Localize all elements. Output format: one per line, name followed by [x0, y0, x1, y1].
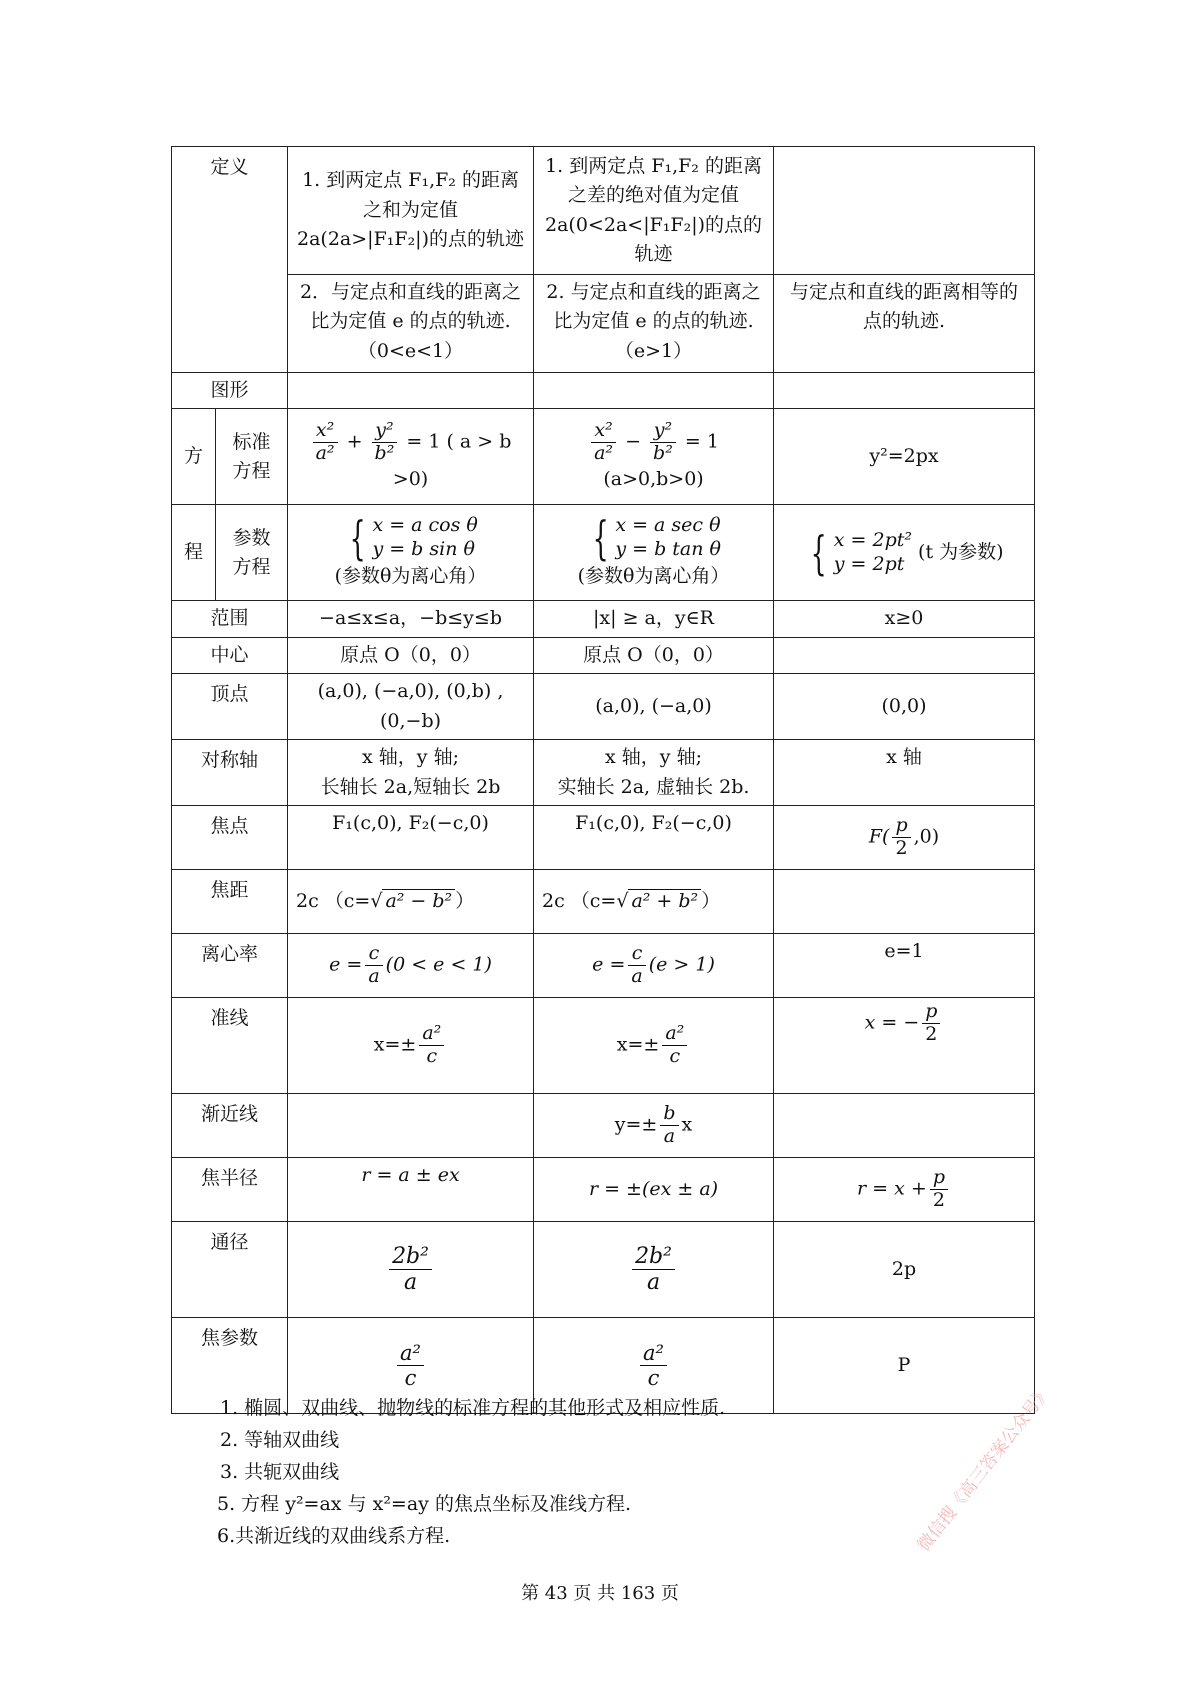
cell-parabola-parametric-equation: { x = 2pt² y = 2pt (t 为参数): [774, 505, 1035, 601]
row-label-focal-radius: 焦半径: [172, 1158, 288, 1222]
cell-ellipse-vertex: (a,0), (−a,0), (0,b) , (0,−b): [288, 674, 534, 740]
conic-properties-table: [171, 146, 1035, 1414]
cell-hyperbola-latus-rectum: $\frac{\text{2b²}}{a}$: [534, 1222, 774, 1318]
cell-parabola-range: x≥0: [774, 601, 1035, 637]
cell-hyperbola-focus: F₁(c,0), F₂(−c,0): [534, 806, 774, 870]
row-label-focal-parameter: 焦参数: [172, 1318, 288, 1414]
cell-ellipse-center: 原点 O（0，0）: [288, 637, 534, 673]
cell-parabola-focal-parameter: P: [774, 1318, 1035, 1414]
cell-hyperbola-definition-2: 2. 与定点和直线的距离之比为定值 e 的点的轨迹.（e>1）: [534, 275, 774, 373]
list-item: 6.共渐近线的双曲线系方程.: [217, 1525, 451, 1547]
cell-hyperbola-eccentricity: e = $\frac{c}{a}$ (e > 1): [534, 934, 774, 998]
cell-hyperbola-asymptote: y=± $\frac{b}{a}$ x: [534, 1094, 774, 1158]
row-label-directrix: 准线: [172, 998, 288, 1094]
cell-ellipse-latus-rectum: $\frac{\text{2b²}}{a}$: [288, 1222, 534, 1318]
row-label-asymptote: 渐近线: [172, 1094, 288, 1158]
cell-parabola-standard-equation: y²=2px: [774, 409, 1035, 505]
row-label-range: 范围: [172, 601, 288, 637]
cell-hyperbola-graph: [534, 373, 774, 409]
cell-ellipse-parametric-equation: { x = a cos θ y = b sin θ (参数θ为离心角）: [288, 505, 534, 601]
cell-hyperbola-vertex: (a,0), (−a,0): [534, 674, 774, 740]
table-row: [172, 998, 1035, 1094]
cell-parabola-definition-2: 与定点和直线的距离相等的点的轨迹.: [774, 275, 1035, 373]
cell-hyperbola-parametric-equation: { x = a sec θ y = b tan θ (参数θ为离心角）: [534, 505, 774, 601]
cell-parabola-vertex: (0,0): [774, 674, 1035, 740]
cell-hyperbola-center: 原点 O（0，0）: [534, 637, 774, 673]
table-row: [172, 409, 1035, 505]
table-row: [172, 601, 1035, 637]
cell-parabola-center: [774, 637, 1035, 673]
cell-ellipse-focal-radius: r = a ± ex: [288, 1158, 534, 1222]
cell-ellipse-asymptote: [288, 1094, 534, 1158]
cell-parabola-focus: F( $\frac{p}{2}$ ,0): [774, 806, 1035, 870]
cell-parabola-graph: [774, 373, 1035, 409]
table-row: [172, 505, 1035, 601]
row-label-parametric-equation: 参数方程: [216, 505, 288, 601]
table-row: [172, 1094, 1035, 1158]
row-label-vertex: 顶点: [172, 674, 288, 740]
cell-ellipse-directrix: x=± $\frac{\text{a²}}{c}$: [288, 998, 534, 1094]
table-row: [172, 934, 1035, 998]
table-row: [172, 373, 1035, 409]
cell-hyperbola-focal-parameter: $\frac{\text{a²}}{c}$: [534, 1318, 774, 1414]
row-label-eccentricity: 离心率: [172, 934, 288, 998]
notes-list: [217, 1392, 726, 1552]
cell-parabola-directrix: x = − $\frac{p}{2}$: [774, 998, 1035, 1094]
list-item: 3. 共轭双曲线: [220, 1461, 340, 1483]
table-row: [172, 806, 1035, 870]
table-row: [172, 674, 1035, 740]
row-label-axis: 对称轴: [172, 740, 288, 806]
cell-parabola-definition-1: [774, 147, 1035, 275]
cell-hyperbola-axis: x 轴，y 轴; 实轴长 2a, 虚轴长 2b.: [534, 740, 774, 806]
cell-ellipse-definition-1: 1. 到两定点 F₁,F₂ 的距离之和为定值 2a(2a>|F₁F₂|)的点的轨迹: [288, 147, 534, 275]
table-row: [172, 1222, 1035, 1318]
cell-ellipse-axis: x 轴，y 轴; 长轴长 2a,短轴长 2b: [288, 740, 534, 806]
row-label-latus-rectum: 通径: [172, 1222, 288, 1318]
row-label-graph: 图形: [172, 373, 288, 409]
cell-parabola-latus-rectum: 2p: [774, 1222, 1035, 1318]
cell-parabola-focal-radius: r = x + $\frac{p}{2}$: [774, 1158, 1035, 1222]
cell-hyperbola-standard-equation: $\frac{\text{x²}}{\text{a²}}$ − $\frac{\text{y²}}{\text{b²}}$ = 1 (a>0,b>0): [534, 409, 774, 505]
page-footer: 第 43 页 共 163 页: [521, 1583, 679, 1604]
cell-parabola-eccentricity: e=1: [774, 934, 1035, 998]
table-row: [172, 740, 1035, 806]
table-row: [172, 637, 1035, 673]
cell-ellipse-range: −a≤x≤a，−b≤y≤b: [288, 601, 534, 637]
cell-hyperbola-focal-distance: 2c （c=√ a² + b² ）: [534, 870, 774, 934]
group-label-equation-2: 程: [172, 505, 216, 601]
row-label-focal-distance: 焦距: [172, 870, 288, 934]
row-label-definition: 定义: [172, 147, 288, 373]
watermark: 微信搜《高三答案公众号》: [913, 1382, 1056, 1556]
cell-hyperbola-range: |x| ≥ a，y∈R: [534, 601, 774, 637]
table-row: [172, 275, 1035, 373]
cell-parabola-axis: x 轴: [774, 740, 1035, 806]
cell-ellipse-eccentricity: e = $\frac{c}{a}$ (0 < e < 1): [288, 934, 534, 998]
cell-ellipse-focal-distance: 2c （c=√ a² − b² ）: [288, 870, 534, 934]
cell-hyperbola-definition-1: 1. 到两定点 F₁,F₂ 的距离之差的绝对值为定值 2a(0<2a<|F₁F₂|)的点的轨迹: [534, 147, 774, 275]
cell-ellipse-definition-2: 2．与定点和直线的距离之比为定值 e 的点的轨迹.（0<e<1）: [288, 275, 534, 373]
cell-parabola-asymptote: [774, 1094, 1035, 1158]
cell-hyperbola-directrix: x=± $\frac{\text{a²}}{c}$: [534, 998, 774, 1094]
table-row: [172, 1158, 1035, 1222]
cell-ellipse-standard-equation: $\frac{\text{x²}}{\text{a²}}$ + $\frac{\text{y²}}{\text{b²}}$ = 1 ( a > b >0): [288, 409, 534, 505]
group-label-equation-1: 方: [172, 409, 216, 505]
row-label-center: 中心: [172, 637, 288, 673]
list-item: 2. 等轴双曲线: [220, 1429, 340, 1451]
table-row: [172, 870, 1035, 934]
table-row: [172, 147, 1035, 275]
list-item: 1. 椭圆、双曲线、抛物线的标准方程的其他形式及相应性质.: [220, 1397, 726, 1419]
cell-parabola-focal-distance: [774, 870, 1035, 934]
row-label-focus: 焦点: [172, 806, 288, 870]
list-item: 5. 方程 y²=ax 与 x²=ay 的焦点坐标及准线方程.: [217, 1493, 631, 1515]
cell-hyperbola-focal-radius: r = ±(ex ± a): [534, 1158, 774, 1222]
cell-ellipse-focus: F₁(c,0), F₂(−c,0): [288, 806, 534, 870]
row-label-standard-equation: 标准方程: [216, 409, 288, 505]
cell-ellipse-focal-parameter: $\frac{\text{a²}}{c}$: [288, 1318, 534, 1414]
cell-ellipse-graph: [288, 373, 534, 409]
